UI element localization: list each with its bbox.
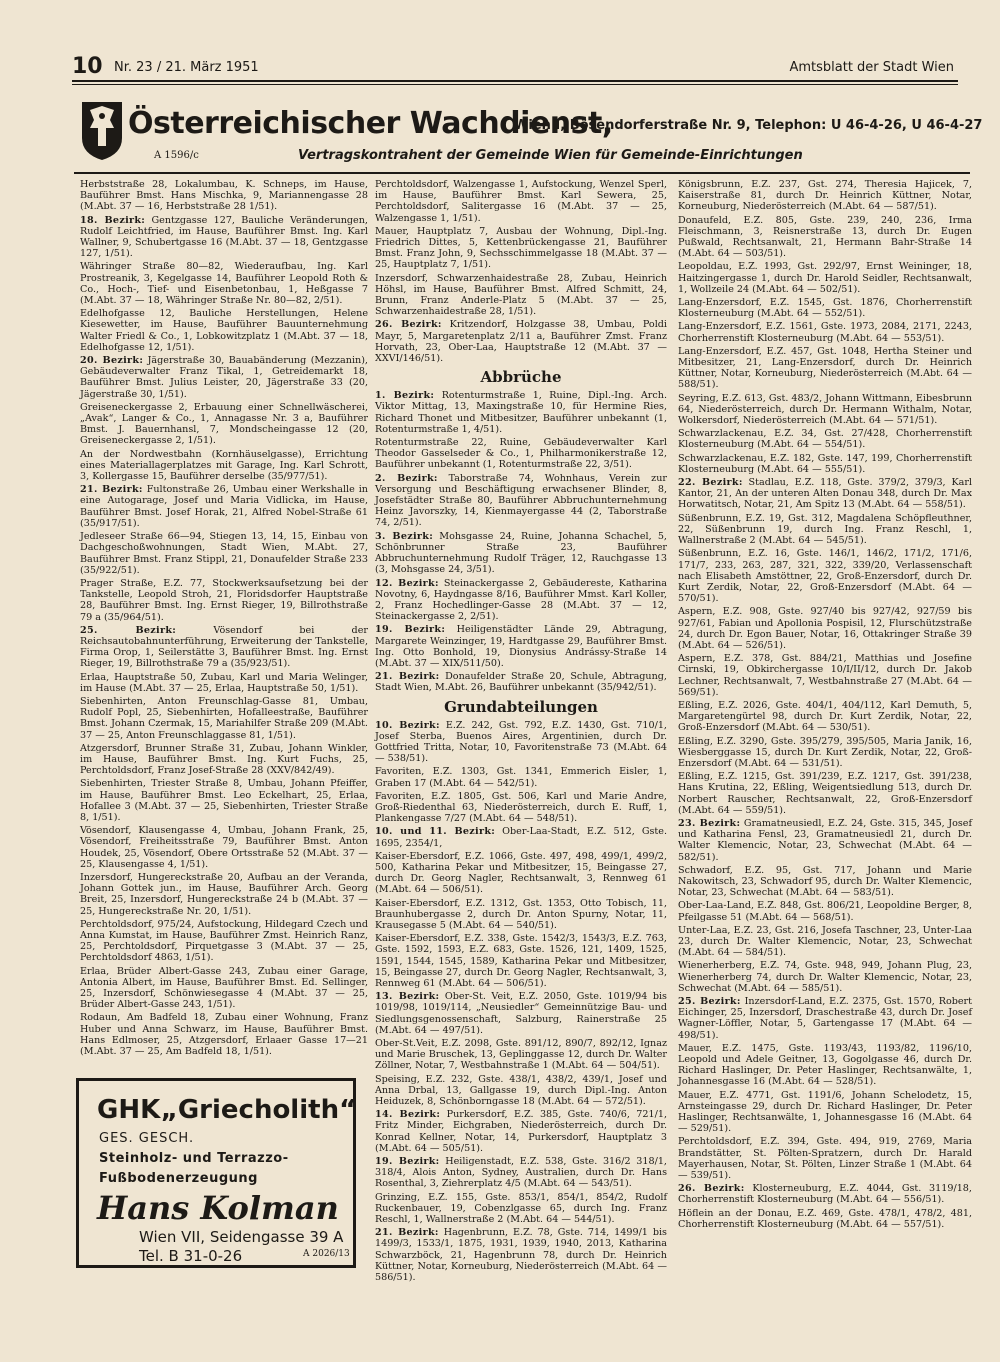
entry-text: Inzersdorf, Schwarzenhaidestraße 28, Zubau, Heinrich Höhsl, im Hause, Bauführer Bmst. Alfred Schmitt, 24, Brunn, Franz Anderle-Platz 5 (M.Abt. 37 — 25, Schwarzenhaidestraße 28, 1/51). [375, 272, 667, 318]
entry-text: Inzersdorf, Hungereckstraße 20, Aufbau an der Veranda, Johann Gottek jun., im Hause, Bauführer Arch. Georg Breit, 25, Inzersdorf, Hungereckstraße 24 b (M.Abt. 37 — 25, Hungereckstraße Nr. 20, 1/51). [80, 871, 368, 917]
entry-text: Unter-Laa, E.Z. 23, Gst. 216, Josefa Taschner, 23, Unter-Laa 23, durch Dr. Walter Klemencic, Notar, 23, Schwechat (M.Abt. 64 — 584/51). [678, 924, 972, 959]
entry-text: Wienerherberg, E.Z. 74, Gste. 948, 949, Johann Plug, 23, Wienerherberg 74, durch Dr. Walter Klemencic, Notar, 23, Schwechat (M.Abt. 64 — 585/51). [678, 960, 972, 994]
wachdienst-advertisement [74, 92, 983, 172]
entry-text: Jedleseer Straße 66—94, Stiegen 13, 14, 15, Einbau von Dachgeschoßwohnungen, Stadt Wien, M.Abt. 27, Bauführer Bmst. Franz Stippl, 21, Donaufelder Straße 233 (35/922/51). [80, 531, 368, 576]
running-header [72, 54, 958, 80]
entry-text: Schwadorf, E.Z. 95, Gst. 717, Johann und Marie Nakowitsch, 23, Schwadorf 95, durch Dr. Walter Klemencic, Notar, 23, Schwechat (M.Abt. 64 — 583/51). [678, 864, 972, 899]
header-rule [72, 80, 958, 82]
entry-text: Donaufeld, E.Z. 805, Gste. 239, 240, 236, Irma Fleischmann, 3, Reisnerstraße 13, durch Dr. Eugen Pußwald, Rechtsanwalt, 21, Hermann Bahr-Straße 14 (M.Abt. 64 — 503/51). [678, 214, 972, 260]
entry-text: Hagenbrunn, E.Z. 78, Gste. 714, 1499/1 bis 1499/3, 1533/1, 1875, 1931, 1939, 1940, 2013, Katharina Schwarzböck, 21, Hagenbrunn 78, durch Dr. Heinrich Küttner, Notar, Korneuburg, Niederösterreich (M.Abt. 64 — 586/51). [375, 1227, 667, 1284]
entry-text: Mauer, E.Z. 4771, Gst. 1191/6, Johann Schelodetz, 15, Arnsteingasse 29, durch Dr. Richard Haslinger, Dr. Peter Haslinger, Rechtsanwälte, 1, Johannesgasse 16 (M.Abt. 64 — 529/51). [678, 1089, 972, 1135]
entry-text: Herbststraße 28, Lokalumbau, K. Schneps, im Hause, Bauführer Bmst. Hans Mischka, 9, Mariannengasse 28 (M.Abt. 37 — 16, Herbststraße 28 1/51). [80, 179, 368, 213]
ghk-brand: GHK„Griecholith“ [97, 1095, 357, 1125]
list-item [80, 625, 368, 670]
list-item [375, 766, 667, 788]
entry-text: Höflein an der Donau, E.Z. 469, Gste. 478/1, 478/2, 481, Chorherrenstift Klosterneuburg (M.Abt. 64 — 557/51). [678, 1207, 972, 1230]
entry-text: Ober-St. Veit, E.Z. 2050, Gste. 1019/94 bis 1019/98, 1019/114, „Neusiedler“ Gemeinnützige Bau- und Siedlungsgenossenschaft, Salzburg, Rainerstraße 25 (M.Abt. 64 — 497/51). [375, 991, 667, 1036]
entry-text: Perchtoldsdorf, 975/24, Aufstockung, Hildegard Czech und Anna Kumstat, im Hause, Bauführer Zmst. Heinrich Ranz, 25, Perchtoldsdorf, Pirquetgasse 3 (M.Abt. 37 — 25, Perchtoldsdorf 4863, 1/51). [80, 918, 368, 964]
list-item [80, 1012, 368, 1057]
entry-text: Seyring, E.Z. 613, Gst. 483/2, Johann Wittmann, Eibesbrunn 64, Niederösterreich, durch Dr. Hermann Withalm, Notar, Wolkersdorf, Niederösterreich (M.Abt. 64 — 571/51). [678, 392, 972, 427]
entry-text: Rodaun, Am Badfeld 18, Zubau einer Wohnung, Franz Huber und Anna Schwarz, im Hause, Bauführer Bmst. Hans Edlmoser, 25, Atzgersdorf, Erlaaer Gasse 17—21 (M.Abt. 37 — 25, Am Badfeld 18, 1/51). [80, 1012, 368, 1058]
list-item [678, 321, 972, 343]
list-item [80, 825, 368, 870]
list-item [375, 473, 667, 529]
list-item [678, 477, 972, 511]
district-label: 10. und 11. Bezirk: [375, 826, 496, 838]
entry-text: Favoriten, E.Z. 1805, Gst. 506, Karl und Marie Andre, Groß-Riedenthal 63, Niederösterreich, durch E. Ruff, 1, Plankengasse 7/27 (M.Abt. 64 — 548/51). [375, 790, 667, 825]
entry-text: Rotenturmstraße 1, Ruine, Dipl.-Ing. Arch. Viktor Mittag, 13, Maxingstraße 10, für Hermine Ries, Richard Thonet und Mitbesitzer, Bauführer unbekannt (1, Rotenturmstraße 1, 4/51). [375, 390, 667, 435]
entry-text: Edelhofgasse 12, Bauliche Herstellungen, Helene Kiesewetter, im Hause, Bauführer Bauunternehmung Walter Friedl & Co., 1, Lobkowitzplatz 1 (M.Abt. 37 — 18, Edelhofgasse 12, 1/51). [80, 308, 368, 353]
list-item [80, 308, 368, 353]
entry-text: Siebenhirten, Triester Straße 8, Umbau, Johann Pfeiffer, im Hause, Bauführer Bmst. Leo Eckelhart, 25, Erlaa, Hofallee 3 (M.Abt. 37 — 25, Siebenhirten, Triester Straße 8, 1/51). [80, 778, 368, 823]
district-label: 23. Bezirk: [678, 817, 741, 829]
list-item [375, 991, 667, 1036]
ad-title: Österreichischer Wachdienst, [128, 106, 613, 141]
entry-text: Purkersdorf, E.Z. 385, Gste. 740/6, 721/1, Fritz Minder, Eichgraben, Niederösterreich, durch Dr. Konrad Kellner, Notar, 14, Purkersdorf, Hauptplatz 3 (M.Abt. 64 — 505/51). [375, 1109, 667, 1154]
entry-text: Gramatneusiedl, E.Z. 24, Gste. 315, 345, Josef und Katharina Fensl, 23, Gramatneusiedl 21, durch Dr. Walter Klemencic, Notar, 23, Schwechat (M.Abt. 64 — 582/51). [678, 817, 972, 863]
list-item [375, 720, 667, 765]
list-item [678, 179, 972, 213]
list-item [80, 449, 368, 483]
list-item [678, 393, 972, 427]
column-2 [375, 179, 667, 1285]
list-item [80, 355, 368, 400]
district-label: 13. Bezirk: [375, 991, 440, 1003]
entry-text: Kaiser-Ebersdorf, E.Z. 1312, Gst. 1353, Otto Tobisch, 11, Braunhubergasse 2, durch Dr. Anton Spurny, Notar, 11, Krausegasse 5 (M.Abt. 64 — 540/51). [375, 897, 667, 931]
list-item [678, 996, 972, 1041]
issue-date: Nr. 23 / 21. März 1951 [114, 60, 259, 75]
ghk-ges-gesch: GES. GESCH. [99, 1131, 195, 1146]
entry-text: Erlaa, Brüder Albert-Gasse 243, Zubau einer Garage, Antonia Albert, im Hause, Bauführer Bmst. Ed. Sellinger, 25, Inzersdorf, Schönwiesegasse 4 (M.Abt. 37 — 25, Brüder Albert-Gasse 243, 1/51). [80, 965, 368, 1011]
ad-rule [74, 172, 970, 174]
page-number: 10 [72, 54, 103, 79]
entry-text: Jägerstraße 30, Bauabänderung (Mezzanin), Gebäudeverwalter Franz Tikal, 1, Getreidemarkt 18, Bauführer Bmst. Julius Leister, 20, Jägerstraße 33 (20, Jägerstraße 30, 1/51). [80, 355, 368, 400]
list-item [80, 215, 368, 260]
griecholith-advertisement [76, 1078, 356, 1268]
list-item [375, 1038, 667, 1072]
list-item [80, 919, 368, 964]
entry-text: Steinackergasse 2, Gebäudereste, Katharina Novotny, 6, Haydngasse 8/16, Bauführer Mmst. Karl Koller, 2, Franz Hochedlinger-Gasse 28 (M.Abt. 37 — 12, Steinackergasse 2, 2/51). [375, 577, 667, 623]
list-item [678, 606, 972, 651]
list-item [678, 346, 972, 391]
list-item [375, 319, 667, 364]
list-item [80, 578, 368, 623]
ghk-product-line-2: Fußbodenerzeugung [99, 1171, 258, 1186]
entry-text: Stadlau, E.Z. 118, Gste. 379/2, 379/3, Karl Kantor, 21, An der unteren Alten Donau 348, durch Dr. Max Horwatitsch, Notar, 21, Am Spitz 13 (M.Abt. 64 — 558/51). [678, 477, 972, 511]
list-item [678, 548, 972, 604]
entry-text: Atzgersdorf, Brunner Straße 31, Zubau, Johann Winkler, im Hause, Bauführer Bmst. Ing. Kurt Fuchs, 25, Perchtoldsdorf, Franz Josef-Straße 28 (XXV/842/49). [80, 742, 368, 777]
entry-text: Vösendorf bei der Reichsautobahnunterführung, Erweiterung der Tankstelle, Firma Orop, 1, Seilerstätte 3, Bauführer Bmst. Ing. Ernst Rieger, 19, Billrothstraße 79 a (35/923/51). [80, 624, 368, 670]
list-item [678, 900, 972, 922]
entry-text: Ober-Laa-Stadt, E.Z. 512, Gste. 1695, 2354/1, [375, 826, 667, 849]
list-item [678, 1043, 972, 1088]
list-item [375, 1109, 667, 1154]
entry-text: Ober-Laa-Land, E.Z. 848, Gst. 806/21, Leopoldine Berger, 8, Pfeilgasse 51 (M.Abt. 64 — 568/51). [678, 900, 972, 923]
entry-text: Leopoldau, E.Z. 1993, Gst. 292/97, Ernst Weininger, 18, Haitzingergasse 1, durch Dr. Harold Seidler, Rechtsanwalt, 1, Wollzeile 24 (M.Abt. 64 — 502/51). [678, 261, 972, 295]
column-1 [80, 179, 368, 1059]
ghk-owner: Hans Kolman [97, 1189, 339, 1227]
list-item [678, 865, 972, 899]
entry-text: Rotenturmstraße 22, Ruine, Gebäudeverwalter Karl Theodor Gasselseder & Co., 1, Philharmonikerstraße 12, Bauführer unbekannt (1, Rotenturmstraße 22, 3/51). [375, 437, 667, 471]
list-item [375, 898, 667, 932]
column-3 [678, 179, 972, 1232]
list-item [80, 778, 368, 823]
district-label: 3. Bezirk: [375, 530, 434, 542]
entry-text: Speising, E.Z. 232, Gste. 438/1, 438/2, 439/1, Josef und Anna Drbal, 13, Gallgasse 19, durch Dipl.-Ing. Anton Heiduzek, 8, Schönborngasse 18 (M.Abt. 64 — 572/51). [375, 1073, 667, 1108]
district-label: 20. Bezirk: [80, 355, 144, 367]
header-rule-thin [72, 84, 958, 85]
grundabteilungen-heading: Grundabteilungen [444, 697, 598, 716]
list-item [80, 966, 368, 1011]
entry-text: Schwarzlackenau, E.Z. 182, Gste. 147, 199, Chorherrenstift Klosterneuburg (M.Abt. 64 — 555/51). [678, 452, 972, 475]
entry-text: Mauer, E.Z. 1475, Gste. 1193/43, 1193/82, 1196/10, Leopold und Adele Geitner, 13, Gogolgasse 46, durch Dr. Richard Haslinger, Dr. Peter Haslinger, Rechtsanwälte, 1, Johannesgasse 16 (M.Abt. 64 — 528/51). [678, 1042, 972, 1088]
list-item [375, 437, 667, 471]
list-item [375, 671, 667, 693]
entry-text: Währinger Straße 80—82, Wiederaufbau, Ing. Karl Prostreanik, 3, Kegelgasse 14, Bauführer Leopold Roth & Co., Hoch-, Tief- und Eisenbetonbau, 1, Heßgasse 7 (M.Abt. 37 — 18, Währinger Straße Nr. 80—82, 2/51). [80, 261, 368, 307]
list-item [678, 428, 972, 450]
entry-text: Lang-Enzersdorf, E.Z. 457, Gst. 1048, Hertha Steiner und Mitbesitzer, 21, Lang-Enzersdorf, durch Dr. Heinrich Küttner, Notar, Korneuburg, Niederösterreich (M.Abt. 64 — 588/51). [678, 345, 972, 391]
list-item [678, 215, 972, 260]
entry-text: Schwarzlackenau, E.Z. 34, Gst. 27/428, Chorherrenstift Klosterneuburg (M.Abt. 64 — 554/51). [678, 428, 972, 451]
entry-text: Perchtoldsdorf, Walzengasse 1, Aufstockung, Wenzel Sperl, im Hause, Bauführer Bmst. Karl Sewera, 25, Perchtoldsdorf, Salitergasse 16 (M.Abt. 37 — 25, Walzengasse 1, 1/51). [375, 179, 667, 224]
district-label: 22. Bezirk: [678, 477, 743, 489]
district-label: 2. Bezirk: [375, 472, 438, 484]
district-label: 19. Bezirk: [375, 1156, 440, 1168]
list-item [375, 791, 667, 825]
list-item [678, 1090, 972, 1135]
entry-text: Lang-Enzersdorf, E.Z. 1561, Gste. 1973, 2084, 2171, 2243, Chorherrenstift Klosterneuburg (M.Abt. 64 — 553/51). [678, 321, 972, 344]
entry-text: Süßenbrunn, E.Z. 19, Gst. 312, Magdalena Schöpfleuthner, 22, Süßenbrunn 19, durch Ing. Franz Reschl, 1, Wallnerstraße 2 (M.Abt. 64 — 545/51). [678, 512, 972, 547]
list-item [678, 1183, 972, 1205]
district-label: 14. Bezirk: [375, 1109, 441, 1121]
entry-text: Eßling, E.Z. 1215, Gst. 391/239, E.Z. 1217, Gst. 391/238, Hans Krutina, 22, Eßling, Weigentsiedlung 513, durch Dr. Norbert Rauscher, Rechtsanwalt, 22, Groß-Enzersdorf (M.Abt. 64 — 559/51). [678, 771, 972, 816]
entry-text: Taborstraße 74, Wohnhaus, Verein zur Versorgung und Beschäftigung erwachsener Blinder, 8, Josefstädter Straße 80, Bauführer Abbruchunternehmung Heinz Javorszky, 14, Kienmayergasse 44 (2, Taborstraße 74, 2/51). [375, 472, 667, 529]
district-label: 10. Bezirk: [375, 719, 440, 731]
entry-text: Vösendorf, Klausengasse 4, Umbau, Johann Frank, 25, Vösendorf, Freiheitsstraße 79, Bauführer Bmst. Anton Houdek, 25, Vösendorf, Obere Ortsstraße 52 (M.Abt. 37 — 25, Klausengasse 4, 1/51). [80, 825, 368, 870]
entry-text: Fultonstraße 26, Umbau einer Werkshalle in eine Autogarage, Josef und Maria Vidlicka, im Hause, Bauführer Bmst. Josef Horak, 21, Alfred Nobel-Straße 61 (35/917/51). [80, 484, 368, 529]
list-item [375, 1074, 667, 1108]
list-item [375, 1192, 667, 1226]
entry-text: Heiligenstadt, E.Z. 538, Gste. 316/2 318/1, 318/4, Alois Anton, Sydney, Australien, durch Dr. Hans Rosenthal, 3, Ziehrerplatz 4/5 (M.Abt. 64 — 543/51). [375, 1156, 667, 1190]
entry-text: Aspern, E.Z. 908, Gste. 927/40 bis 927/42, 927/59 bis 927/61, Fabian und Apollonia Pospisil, 12, Flurschützstraße 24, durch Dr. Egon Bauer, Notar, 16, Ottakringer Straße 39 (M.Abt. 64 — 526/51). [678, 606, 972, 651]
list-item [678, 925, 972, 959]
district-label: 25. Bezirk: [80, 624, 177, 636]
list-item [375, 933, 667, 989]
ad-code: A 1596/c [154, 150, 199, 161]
list-item [80, 872, 368, 917]
entry-text: An der Nordwestbahn (Kornhäuselgasse), Errichtung eines Materiallagerplatzes mit Garage, Ing. Karl Schrott, 3, Kollergasse 15, Bauführer derselbe (35/977/51). [80, 448, 368, 483]
list-item [678, 818, 972, 863]
publication-name: Amtsblatt der Stadt Wien [789, 60, 954, 75]
ad-address: Wien I, Bösendorferstraße Nr. 9, Telephon: U 46-4-26, U 46-4-27 [514, 118, 983, 133]
entry-text: Donaufelder Straße 20, Schule, Abtragung, Stadt Wien, M.Abt. 26, Bauführer unbekannt (35/942/51). [375, 671, 667, 694]
list-item [80, 179, 368, 213]
ghk-address: Wien VII, Seidengasse 39 A [139, 1228, 344, 1246]
entry-text: Ober-St.Veit, E.Z. 2098, Gste. 891/12, 890/7, 892/12, Ignaz und Marie Bruschek, 13, Geplinggasse 12, durch Dr. Walter Zöllner, Notar, 7, Westbahnstraße 1 (M.Abt. 64 — 504/51). [375, 1038, 667, 1072]
list-item [375, 578, 667, 623]
entry-text: Favoriten, E.Z. 1303, Gst. 1341, Emmerich Eisler, 1, Graben 17 (M.Abt. 64 — 542/51). [375, 766, 667, 789]
list-item [678, 513, 972, 547]
list-item [80, 531, 368, 576]
list-item [375, 531, 667, 576]
eagle-shield-icon [80, 98, 124, 162]
entry-text: Erlaa, Hauptstraße 50, Zubau, Karl und Maria Welinger, im Hause (M.Abt. 37 — 25, Erlaa, Hauptstraße 50, 1/51). [80, 671, 368, 694]
entry-text: Heiligenstädter Lände 29, Abtragung, Margarete Weinzinger, 19, Hardtgasse 29, Bauführer Bmst. Ing. Otto Bonhold, 19, Dionysius Andrássy-Straße 14 (M.Abt. 37 — XIX/511/50). [375, 624, 667, 669]
list-item [375, 226, 667, 271]
list-item [80, 402, 368, 447]
entry-text: Inzersdorf-Land, E.Z. 2375, Gst. 1570, Robert Eichinger, 25, Inzersdorf, Draschestraße 43, durch Dr. Josef Wagner-Löffler, Notar, 5, Gartengasse 17 (M.Abt. 64 — 498/51). [678, 996, 973, 1041]
ghk-product-line: Steinholz- und Terrazzo- [99, 1151, 289, 1166]
district-label: 1. Bezirk: [375, 390, 435, 402]
list-item [80, 672, 368, 694]
list-item [375, 851, 667, 896]
entry-text: Gentzgasse 127, Bauliche Veränderungen, Rudolf Leichtfried, im Hause, Bauführer Bmst. Ing. Karl Wallner, 9, Schubertgasse 16 (M.Abt. 37 — 18, Gentzgasse 127, 1/51). [80, 214, 368, 260]
district-label: 25. Bezirk: [678, 996, 741, 1008]
district-label: 19. Bezirk: [375, 624, 446, 636]
entry-text: Perchtoldsdorf, E.Z. 394, Gste. 494, 919, 2769, Maria Brandstätter, St. Pölten-Spratzern, durch Dr. Harald Mayerhausen, Notar, St. Pölten, Linzer Straße 1 (M.Abt. 64 — 539/51). [678, 1136, 972, 1182]
entry-text: Mauer, Hauptplatz 7, Ausbau der Wohnung, Dipl.-Ing. Friedrich Dittes, 5, Kettenbrückengasse 21, Bauführer Bmst. Franz John, 9, Sechsschimmelgasse 18 (M.Abt. 37 — 25, Hauptplatz 7, 1/51). [375, 225, 667, 271]
list-item [80, 484, 368, 529]
entry-text: Königsbrunn, E.Z. 237, Gst. 274, Theresia Hajicek, 7, Kaiserstraße 81, durch Dr. Heinrich Küttner, Notar, Korneuburg, Niederösterreich (M.Abt. 64 — 587/51). [678, 179, 972, 213]
entry-text: Kaiser-Ebersdorf, E.Z. 338, Gste. 1542/3, 1543/3, E.Z. 763, Gste. 1592, 1593, E.Z. 683, Gste. 1526, 121, 1409, 1525, 1591, 1544, 1545, 1589, Katharina Pekar und Mitbesitzer, 15, Beingasse 27, durch Dr. Georg Nagler, Rechtsanwalt, 3, Rennweg 61 (M.Abt. 64 — 506/51). [375, 933, 667, 989]
list-item [80, 743, 368, 777]
district-label: 12. Bezirk: [375, 577, 439, 589]
list-item [678, 1208, 972, 1230]
entry-text: Kaiser-Ebersdorf, E.Z. 1066, Gste. 497, 498, 499/1, 499/2, 500, Katharina Pekar und Mitbesitzer, 15, Beingasse 27, durch Dr. Georg Nagler, Rechtsanwalt, 3, Rennweg 61 (M.Abt. 64 — 506/51). [375, 850, 667, 896]
list-item [678, 453, 972, 475]
list-item [375, 390, 667, 435]
list-item [375, 1227, 667, 1283]
entry-text: Greiseneckergasse 2, Erbauung einer Schnellwäscherei, „Avak“, Langer & Co., 1, Annagasse Nr. 3 a, Bauführer Bmst. J. Bauernhansl, 7, Mondscheingasse 12 (20, Greiseneckergasse 2, 1/51). [80, 401, 368, 447]
ad-subtitle: Vertragskontrahent der Gemeinde Wien für Gemeinde-Einrichtungen [298, 148, 803, 163]
ghk-code: A 2026/13 [303, 1249, 350, 1259]
district-label: 21. Bezirk: [375, 1227, 439, 1239]
district-label: 26. Bezirk: [678, 1183, 745, 1195]
entry-text: E.Z. 242, Gst. 792, E.Z. 1430, Gst. 710/1, Josef Sterba, Buenos Aires, Argentinien, durch Dr. Gottfried Tritta, Notar, 10, Favoritenstraße 73 (M.Abt. 64 — 538/51). [375, 719, 667, 765]
list-item [678, 653, 972, 698]
district-label: 21. Bezirk: [375, 671, 440, 683]
list-item [375, 826, 667, 848]
list-item [678, 1136, 972, 1181]
entry-text: Mohsgasse 24, Ruine, Johanna Schachel, 5, Schönbrunner Straße 23, Bauführer Abbruchunternehmung Rudolf Träger, 12, Rauchgasse 13 (3, Mohsgasse 24, 3/51). [375, 530, 667, 576]
list-item [678, 736, 972, 770]
list-item [678, 771, 972, 816]
entry-text: Süßenbrunn, E.Z. 16, Gste. 146/1, 146/2, 171/2, 171/6, 171/7, 233, 263, 287, 321, 322, 339/20, Verlassenschaft nach Elisabeth Amstöttner, 22, Groß-Enzersdorf, durch Dr. Kurt Zerdik, Notar, 22, Groß-Enzersdorf (M.Abt. 64 — 570/51). [678, 548, 972, 605]
list-item [678, 700, 972, 734]
district-label: 18. Bezirk: [80, 214, 146, 226]
entry-text: Kritzendorf, Holzgasse 38, Umbau, Poldi Mayr, 5, Margaretenplatz 2/11 a, Bauführer Zmst. Franz Horvath, 23, Ober-Laa, Hauptstraße 12 (M.Abt. 37 — XXVI/146/51). [375, 319, 667, 365]
district-label: 21. Bezirk: [80, 484, 143, 496]
entry-text: Prager Straße, E.Z. 77, Stockwerksaufsetzung bei der Tankstelle, Leopold Stroh, 21, Floridsdorfer Hauptstraße 28, Bauführer Bmst. Ing. Ernst Rieger, 19, Billrothstraße 79 a (35/964/51). [80, 577, 368, 623]
list-item [678, 297, 972, 319]
entry-text: Aspern, E.Z. 378, Gst. 884/21, Matthias und Josefine Cirnski, 19, Obkirchergasse 10/I/II/12, durch Dr. Jakob Lechner, Rechtsanwalt, 7, Westbahnstraße 27 (M.Abt. 64 — 569/51). [678, 653, 972, 698]
entry-text: Klosterneuburg, E.Z. 4044, Gst. 3119/18, Chorherrenstift Klosterneuburg (M.Abt. 64 — 556/51). [678, 1183, 972, 1206]
entry-text: Eßling, E.Z. 2026, Gste. 404/1, 404/112, Karl Demuth, 5, Margaretengürtel 98, durch Dr. Kurt Zerdik, Notar, 22, Groß-Enzersdorf (M.Abt. 64 — 530/51). [678, 699, 972, 734]
list-item [678, 960, 972, 994]
list-item [80, 696, 368, 741]
entry-text: Grinzing, E.Z. 155, Gste. 853/1, 854/1, 854/2, Rudolf Ruckenbauer, 19, Cobenzlgasse 65, durch Ing. Franz Reschl, 1, Wallnerstraße 2 (M.Abt. 64 — 544/51). [375, 1191, 667, 1226]
district-label: 26. Bezirk: [375, 319, 442, 331]
entry-text: Eßling, E.Z. 3290, Gste. 395/279, 395/505, Maria Janik, 16, Wiesberggasse 15, durch Dr. Kurt Zerdik, Notar, 22, Groß-Enzersdorf (M.Abt. 64 — 531/51). [678, 735, 972, 769]
abbrueche-heading: Abbrüche [480, 368, 562, 387]
list-item [375, 273, 667, 318]
list-item [375, 1156, 667, 1190]
list-item [678, 261, 972, 295]
ghk-phone: Tel. B 31-0-26 [139, 1247, 243, 1265]
list-item [375, 624, 667, 669]
entry-text: Siebenhirten, Anton Freunschlag-Gasse 81, Umbau, Rudolf Popl, 25, Siebenhirten, Hofalleestraße, Bauführer Bmst. Johann Czermak, 15, Mariahilfer Straße 209 (M.Abt. 37 — 25, Anton Freunschlaggasse 81, 1/51). [80, 695, 368, 741]
list-item [80, 261, 368, 306]
entry-text: Lang-Enzersdorf, E.Z. 1545, Gst. 1876, Chorherrenstift Klosterneuburg (M.Abt. 64 — 552/51). [678, 297, 972, 320]
list-item [375, 179, 667, 224]
